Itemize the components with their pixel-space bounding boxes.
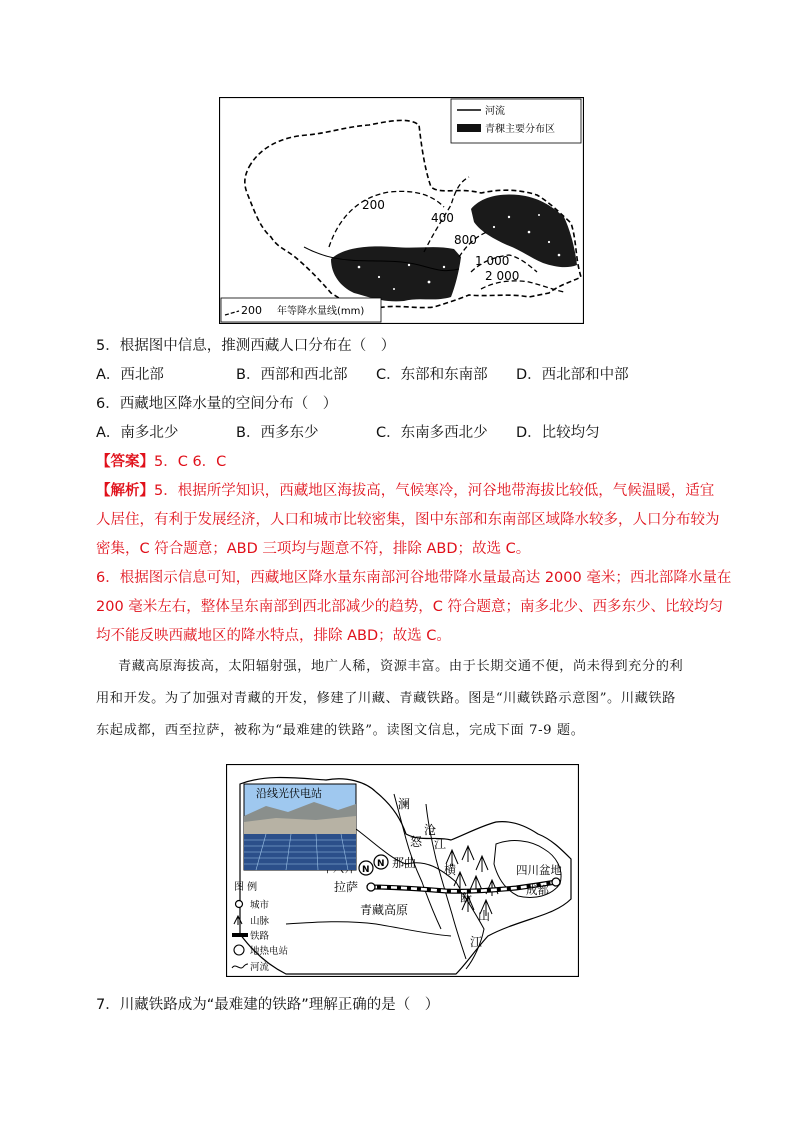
label-duan: 断	[460, 891, 473, 905]
legend-railway-icon	[232, 933, 248, 937]
inset-title: 沿线光伏电站	[256, 787, 322, 800]
passage-line-1: 青藏高原海拔高，太阳辐射强，地广人稀，资源丰富。由于长期交通不便，尚未得到充分的利	[118, 659, 684, 674]
legend-city-icon	[236, 901, 243, 908]
isohyet-legend-label: 年等降水量线(mm)	[277, 306, 365, 317]
q7-stem: 7．川藏铁路成为“最难建的铁路”理解正确的是（ ）	[96, 997, 440, 1013]
precipitation-map	[219, 97, 584, 324]
analysis-text-1: 5．根据所学知识，西藏地区海拔高，气候寒冷，河谷地带海拔比较低，气候温暖，适宜	[154, 483, 715, 499]
label-jiang2: 江	[470, 935, 483, 949]
answer-label: 【答案】	[96, 454, 154, 470]
legend-geothermal-label: 地热电站	[250, 946, 289, 957]
legend-river-label: 河流	[485, 106, 505, 117]
q6-option-b[interactable]: B．西多东少	[236, 425, 319, 441]
analysis-label: 【解析】	[96, 483, 154, 499]
city-chengdu-marker	[552, 878, 560, 886]
city-lasa-marker	[367, 883, 375, 891]
q5-option-b[interactable]: B．西部和西北部	[236, 367, 348, 383]
label-sichuan: 四川盆地	[516, 863, 562, 877]
label-chengdu: 成都	[526, 883, 549, 897]
label-lasa: 拉萨	[334, 880, 359, 894]
label-shan: 山	[478, 909, 491, 923]
passage-line-3: 东起成都，西至拉萨，被称为“最难建的铁路”。读图文信息，完成下面 7-9 题。	[96, 723, 585, 738]
label-nu: 怒	[410, 835, 423, 849]
label-naqu: 那曲	[392, 856, 417, 870]
answer-text: 5．C 6．C	[154, 454, 227, 470]
precipitation-map-svg	[219, 97, 584, 324]
legend-geothermal-icon	[234, 945, 244, 955]
isohyet-label-1000: 1 000	[475, 254, 510, 268]
q6-option-d[interactable]: D．比较均匀	[516, 425, 600, 441]
map1-legend-box	[451, 99, 581, 143]
barley-legend-icon	[457, 124, 481, 132]
analysis-line-6: 均不能反映西藏地区的降水特点，排除 ABD；故选 C。	[96, 628, 451, 644]
q5-option-d[interactable]: D．西北部和中部	[516, 367, 629, 383]
q6-option-c[interactable]: C．东南多西北少	[376, 425, 488, 441]
isohyet-label-800: 800	[454, 233, 477, 247]
q6-option-a[interactable]: A．南多北少	[96, 425, 179, 441]
geothermal-naqu-glyph: Ν	[377, 859, 385, 869]
analysis-line-1	[96, 481, 714, 501]
q5-stem: 5．根据图中信息，推测西藏人口分布在（ ）	[96, 338, 396, 354]
isohyet-label-2000: 2 000	[485, 269, 520, 283]
isohyet-label-400: 400	[431, 211, 454, 225]
q5-option-c[interactable]: C．东部和东南部	[376, 367, 488, 383]
analysis-line-5: 200 毫米左右，整体呈东南部到西北部减少的趋势，C 符合题意；南多北少、西多东少、比较均匀	[96, 599, 724, 615]
analysis-line-4: 6．根据图示信息可知，西藏地区降水量东南部河谷地带降水量最高达 2000 毫米；西北部降水量在	[96, 570, 732, 586]
legend-river-label: 河流	[250, 962, 270, 973]
geothermal-yangbajing-glyph: Ν	[362, 865, 370, 875]
label-lan: 澜	[398, 797, 411, 811]
legend-railway-label: 铁路	[250, 931, 270, 942]
q6-stem: 6．西藏地区降水量的空间分布（ ）	[96, 396, 338, 412]
analysis-line-2: 人居住，有利于发展经济，人口和城市比较密集，图中东部和东南部区域降水较多，人口分布较为	[96, 512, 720, 528]
railway-map-svg	[226, 764, 579, 977]
answer-line	[96, 452, 226, 472]
q5-option-a[interactable]: A．西北部	[96, 367, 164, 383]
isohyet-legend-value: 200	[241, 304, 262, 317]
isohyet-label-200: 200	[362, 198, 385, 212]
label-heng: 横	[444, 863, 457, 877]
label-qingzang: 青藏高原	[360, 903, 409, 917]
map2-legend-title: 图 例	[234, 882, 258, 893]
label-jiang1: 江	[434, 837, 447, 851]
label-cang: 沧	[424, 823, 437, 837]
railway-map	[226, 764, 579, 977]
legend-city-label: 城市	[250, 900, 270, 911]
legend-barley-label: 青稞主要分布区	[485, 124, 555, 135]
analysis-line-3: 密集，C 符合题意；ABD 三项均与题意不符，排除 ABD；故选 C。	[96, 541, 531, 557]
legend-mountain-label: 山脉	[250, 916, 270, 927]
passage-line-2: 用和开发。为了加强对青藏的开发，修建了川藏、青藏铁路。图是“川藏铁路示意图”。川藏铁路	[96, 691, 676, 706]
